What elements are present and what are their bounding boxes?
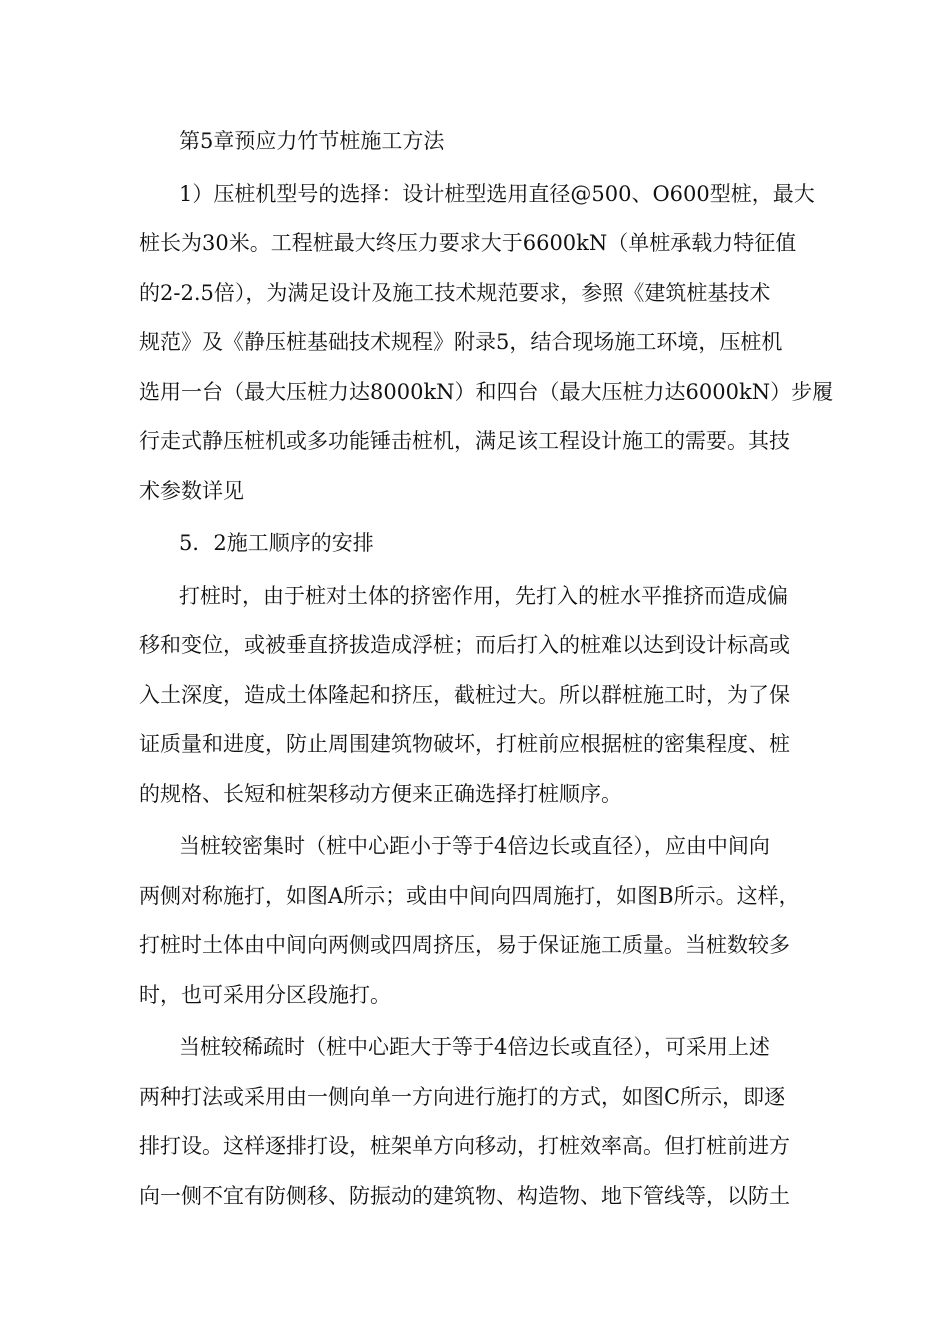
text-line: 行走式静压桩机或多功能锤击桩机，满足该工程设计施工的需要。其技 (139, 429, 790, 453)
text-line: 时，也可采用分区段施打。 (139, 982, 391, 1007)
paragraph-sparse-piles (139, 1023, 811, 1221)
paragraph-dense-piles (139, 822, 811, 1020)
document-body (139, 117, 834, 1224)
text-line: 的2-2.5倍），为满足设计及施工技术规范要求，参照《建筑桩基技术 (139, 280, 771, 305)
text-line: 打桩时，由于桩对土体的挤密作用，先打入的桩水平推挤而造成偏 (179, 583, 788, 608)
text-line: 打桩时土体由中间向两侧或四周挤压，易于保证施工质量。当桩数较多 (139, 933, 790, 957)
chapter-heading: 第5章预应力竹节桩施工方法 (179, 129, 445, 153)
text-line: 两侧对称施打，如图A所示；或由中间向四周施打，如图B所示。这样， (139, 883, 800, 908)
text-line: 证质量和进度，防止周围建筑物破坏，打桩前应根据桩的密集程度、桩 (139, 732, 790, 756)
text-line: 术参数详见 (139, 478, 244, 503)
text-line: 排打设。这样逐排打设，桩架单方向移动，打桩效率高。但打桩前进方 (139, 1134, 790, 1158)
text-line: 规范》及《静压桩基础技术规程》附录5，结合现场施工环境，压桩机 (139, 330, 783, 354)
text-line: 选用一台（最大压桩力达8000kN）和四台（最大压桩力达6000kN）步履 (139, 379, 834, 404)
text-line: 桩长为30米。工程桩最大终压力要求大于6600kN（单桩承载力特征值 (139, 231, 797, 255)
text-line: 当桩较稀疏时（桩中心距大于等于4倍边长或直径），可采用上述 (179, 1035, 770, 1059)
text-line: 当桩较密集时（桩中心距小于等于4倍边长或直径），应由中间向 (179, 834, 770, 858)
section-heading: 5．2施工顺序的安排 (179, 531, 374, 555)
text-line: 入土深度，造成土体隆起和挤压，截桩过大。所以群桩施工时，为了保 (139, 682, 790, 707)
text-line: 向一侧不宜有防侧移、防振动的建筑物、构造物、地下管线等，以防土 (139, 1183, 790, 1208)
text-line: 的规格、长短和桩架移动方便来正确选择打桩顺序。 (139, 781, 622, 806)
text-line: 1）压桩机型号的选择：设计桩型选用直径@500、O600型桩，最大 (179, 181, 815, 206)
text-line: 移和变位，或被垂直挤拔造成浮桩；而后打入的桩难以达到设计标高或 (139, 633, 790, 657)
text-line: 两种打法或采用由一侧向单一方向进行施打的方式，如图C所示，即逐 (139, 1084, 786, 1109)
paragraph-pile-machine-selection (139, 170, 834, 517)
paragraph-piling-effects (139, 572, 811, 820)
